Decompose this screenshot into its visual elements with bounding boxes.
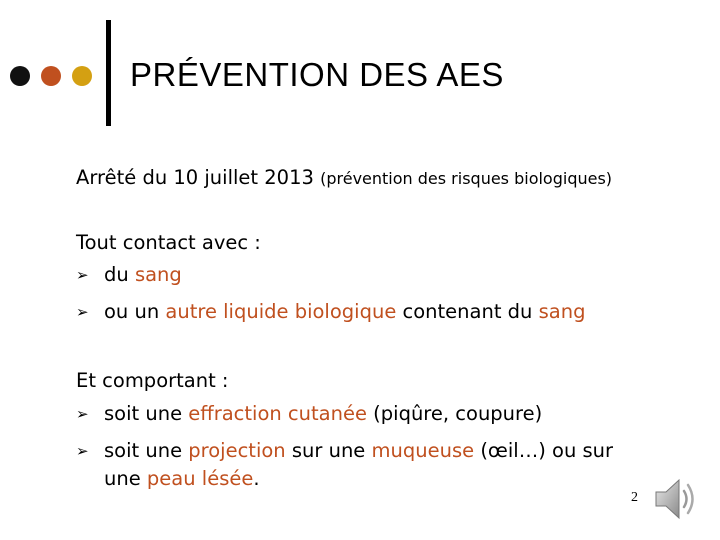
text-segment: (piqûre, coupure) xyxy=(366,402,543,425)
page-number: 2 xyxy=(631,490,638,505)
bullet-item xyxy=(76,263,676,287)
orange-dot xyxy=(41,66,61,86)
arrow-bullet-icon: ➢ xyxy=(76,405,89,423)
bullet-text xyxy=(104,300,585,323)
highlight-term: sang xyxy=(134,263,182,286)
text-segment: une xyxy=(104,467,147,490)
text-segment: (œil…) ou sur xyxy=(474,439,614,462)
text-segment: sur une xyxy=(285,439,372,462)
arrete-main: Arrêté du 10 juillet 2013 xyxy=(76,166,321,189)
arrete-line xyxy=(76,166,612,189)
text-segment: soit une xyxy=(104,402,189,425)
highlight-term: projection xyxy=(188,439,286,462)
section2-heading: Et comportant : xyxy=(76,369,229,392)
text-segment: . xyxy=(253,467,260,490)
arrow-bullet-icon: ➢ xyxy=(76,442,89,460)
text-segment: ou un xyxy=(104,300,166,323)
highlight-term: effraction cutanée xyxy=(188,402,367,425)
text-segment: contenant du xyxy=(396,300,539,323)
text-segment: du xyxy=(104,263,135,286)
highlight-term: peau lésée xyxy=(146,467,254,490)
title-divider xyxy=(106,20,111,126)
arrete-note: (prévention des risques biologiques) xyxy=(320,169,613,188)
section1-heading: Tout contact avec : xyxy=(76,231,261,254)
bullet-item xyxy=(76,439,686,463)
arrow-bullet-icon: ➢ xyxy=(76,266,89,284)
bullet-text xyxy=(104,467,260,490)
speaker-icon[interactable] xyxy=(652,474,702,528)
yellow-dot xyxy=(72,66,92,86)
text-segment: soit une xyxy=(104,439,189,462)
black-dot xyxy=(10,66,30,86)
bullet-continuation xyxy=(76,467,676,491)
highlight-term: autre liquide biologique xyxy=(165,300,397,323)
arrow-bullet-icon: ➢ xyxy=(76,303,89,321)
bullet-text xyxy=(104,263,182,286)
title-dots xyxy=(10,66,92,86)
page-title: PRÉVENTION DES AES xyxy=(130,56,504,93)
highlight-term: sang xyxy=(538,300,586,323)
bullet-item xyxy=(76,402,676,426)
bullet-text xyxy=(104,402,542,425)
bullet-item xyxy=(76,300,676,324)
highlight-term: muqueuse xyxy=(371,439,475,462)
bullet-text xyxy=(104,439,613,462)
